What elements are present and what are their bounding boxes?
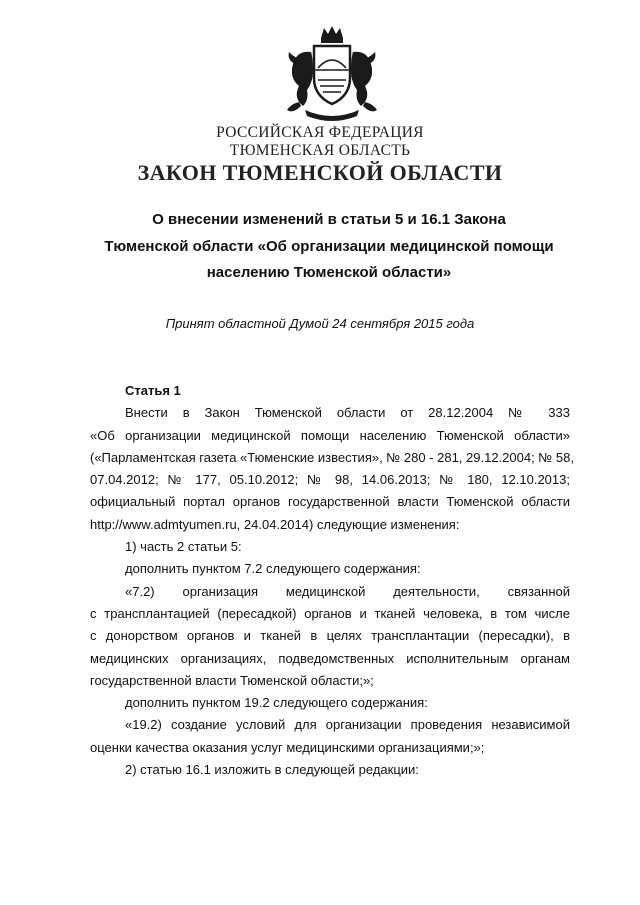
paragraph-line: дополнить пунктом 7.2 следующего содержания:	[125, 561, 421, 577]
paragraph-line: («Парламентская газета «Тюменские известия», № 280 - 281, 29.12.2004; № 58,	[90, 449, 574, 465]
paragraph-line: официальный портал органов государственной власти Тюменской области	[90, 494, 570, 510]
paragraph-line: http://www.admtyumen.ru, 24.04.2014) следующие изменения:	[90, 516, 460, 532]
law-heading: ЗАКОН ТЮМЕНСКОЙ ОБЛАСТИ	[137, 160, 503, 185]
article-heading: Статья 1	[125, 383, 181, 398]
country-heading: РОССИЙСКАЯ ФЕДЕРАЦИЯ	[216, 124, 424, 141]
coat-of-arms-icon	[283, 24, 381, 126]
paragraph-line: с трансплантацией (пересадкой) органов и тканей человека, в том числе	[90, 605, 570, 621]
paragraph-line: 1) часть 2 статьи 5:	[125, 539, 242, 555]
paragraph-line: «Об организации медицинской помощи населению Тюменской области»	[90, 427, 570, 443]
paragraph-line: с донорством органов и тканей в целях трансплантации (пересадки), в	[90, 628, 570, 644]
paragraph-line: «19.2) создание условий для организации проведения независимой	[125, 717, 570, 733]
paragraph-line: 07.04.2012; № 177, 05.10.2012; № 98, 14.06.2013; № 180, 12.10.2013;	[90, 472, 570, 488]
region-heading: ТЮМЕНСКАЯ ОБЛАСТЬ	[229, 142, 411, 159]
paragraph-line: 2) статью 16.1 изложить в следующей редакции:	[125, 762, 419, 778]
title-line: О внесении изменений в статьи 5 и 16.1 Закона	[152, 211, 506, 228]
paragraph-line: оценки качества оказания услуг медицинскими организациями;»;	[90, 739, 485, 755]
adoption-note: Принят областной Думой 24 сентября 2015 года	[165, 316, 475, 331]
paragraph-line: государственной власти Тюменской области;»;	[90, 672, 374, 688]
paragraph-line: медицинских организациях, подведомственных исполнительным органам	[90, 650, 570, 666]
paragraph-line: Внести в Закон Тюменской области от 28.12.2004 № 333	[125, 405, 570, 421]
document-title	[90, 207, 568, 287]
paragraph-line: «7.2) организация медицинской деятельности, связанной	[125, 583, 570, 599]
paragraph-line: дополнить пунктом 19.2 следующего содержания:	[125, 695, 428, 711]
title-line: населению Тюменской области»	[206, 264, 452, 281]
title-line: Тюменской области «Об организации медицинской помощи	[104, 237, 554, 255]
article-body	[90, 380, 574, 781]
